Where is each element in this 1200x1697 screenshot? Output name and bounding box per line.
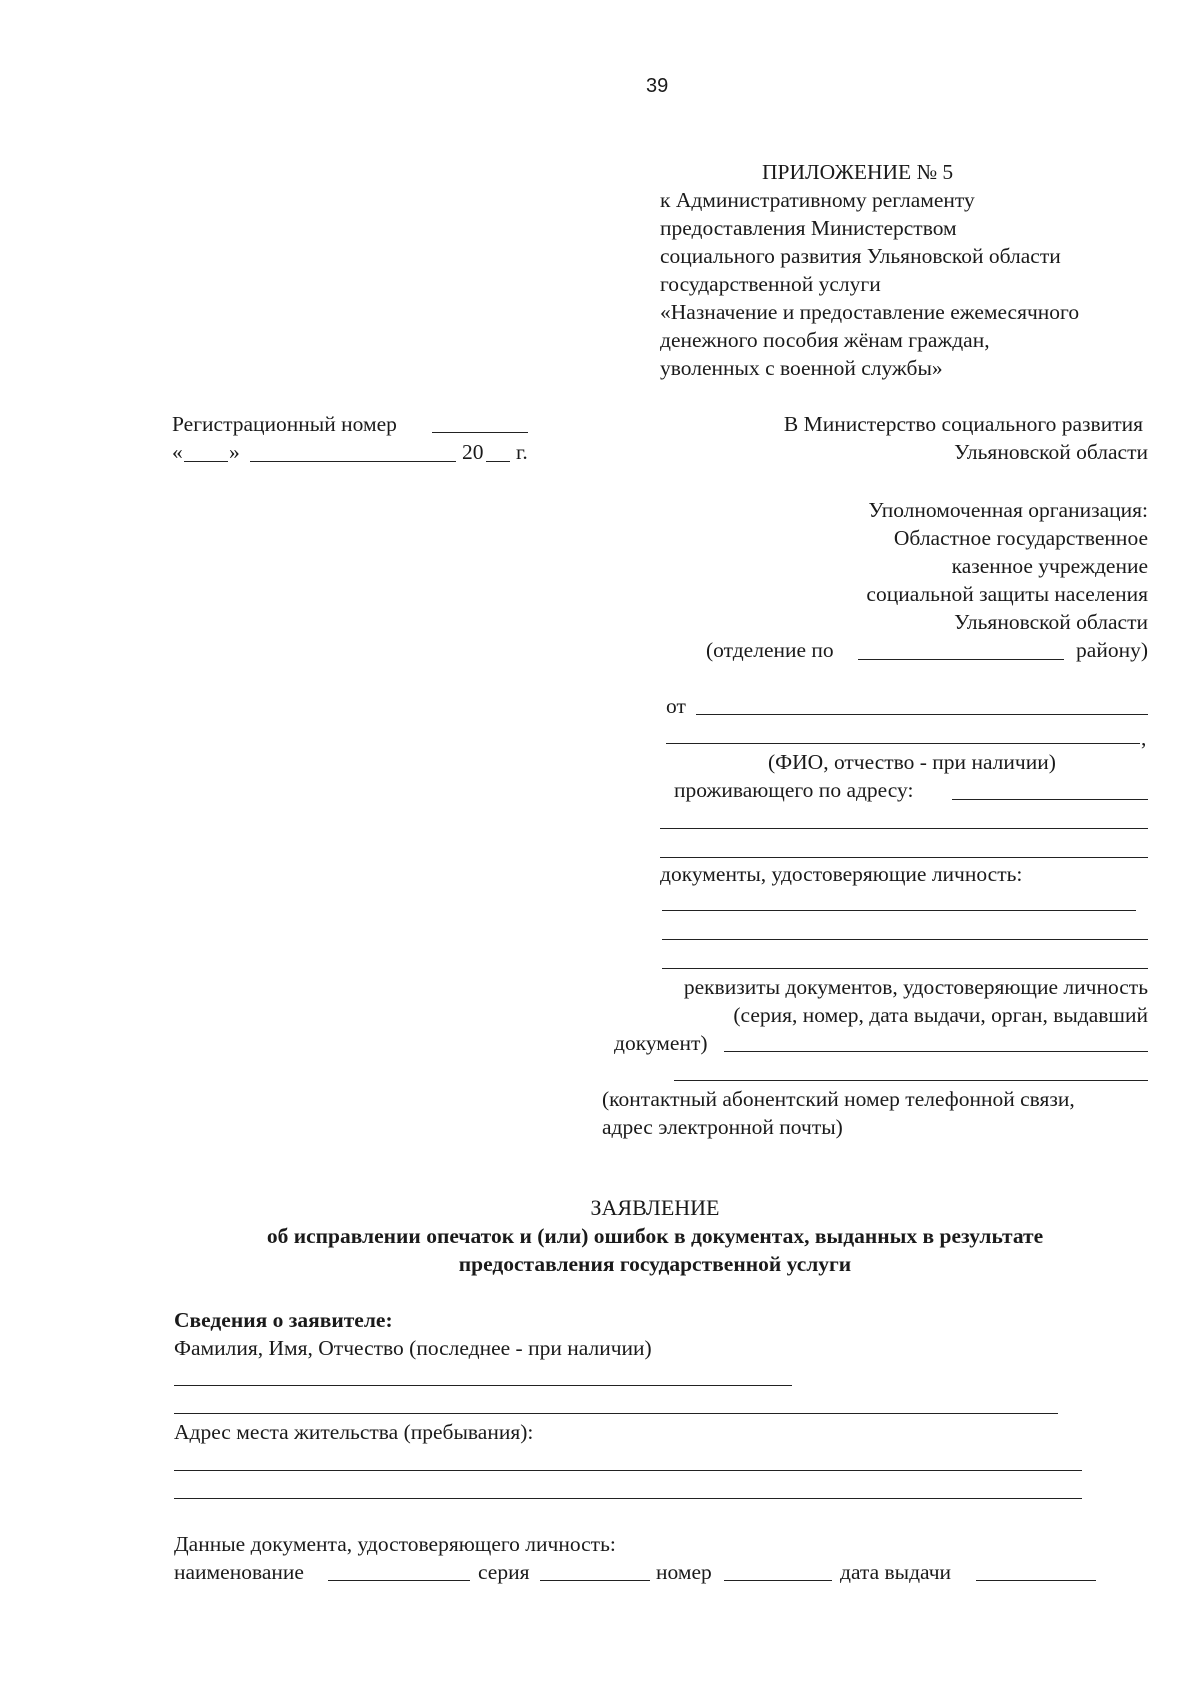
applicant-info-heading: Сведения о заявителе: bbox=[174, 1308, 393, 1332]
requisites-line: реквизиты документов, удостоверяющие личность bbox=[683, 975, 1148, 999]
from-field[interactable] bbox=[696, 714, 1148, 715]
residence-address-label: Адрес места жительства (пребывания): bbox=[174, 1420, 534, 1444]
appendix-line: денежного пособия жёнам граждан, bbox=[660, 328, 990, 352]
address-field-3[interactable] bbox=[660, 857, 1148, 858]
appendix-line: предоставления Министерством bbox=[660, 216, 957, 240]
doc-name-field[interactable] bbox=[328, 1580, 470, 1581]
fio-label: Фамилия, Имя, Отчество (последнее - при наличии) bbox=[174, 1336, 652, 1360]
year-suffix: г. bbox=[516, 440, 528, 464]
statement-title: ЗАЯВЛЕНИЕ bbox=[590, 1195, 720, 1220]
id-docs-field-3[interactable] bbox=[662, 968, 1148, 969]
addressee-line: Ульяновской области bbox=[954, 440, 1148, 464]
year-prefix: 20 bbox=[462, 440, 484, 464]
from-comma: , bbox=[1141, 726, 1147, 750]
department-prefix: (отделение по bbox=[706, 638, 834, 662]
statement-subtitle: предоставления государственной услуги bbox=[458, 1252, 852, 1276]
residence-address-field-2[interactable] bbox=[174, 1498, 1082, 1499]
department-field[interactable] bbox=[858, 659, 1064, 660]
from-field-2[interactable] bbox=[666, 743, 1140, 744]
appendix-line: уволенных с военной службы» bbox=[660, 356, 943, 380]
appendix-line: государственной услуги bbox=[660, 272, 881, 296]
requisites-line: документ) bbox=[614, 1031, 708, 1055]
page-number: 39 bbox=[646, 75, 669, 97]
residence-address-field[interactable] bbox=[174, 1470, 1082, 1471]
fio-field-2[interactable] bbox=[174, 1413, 1058, 1414]
org-line: Ульяновской области bbox=[954, 610, 1148, 634]
contact-hint: (контактный абонентский номер телефонной связи, bbox=[602, 1087, 1075, 1111]
contact-hint: адрес электронной почты) bbox=[602, 1115, 843, 1139]
requisites-field-2[interactable] bbox=[674, 1080, 1148, 1081]
appendix-title: ПРИЛОЖЕНИЕ № 5 bbox=[762, 160, 954, 184]
date-close-quote: » bbox=[229, 440, 240, 464]
doc-issue-date-field[interactable] bbox=[976, 1580, 1096, 1581]
doc-number-label: номер bbox=[656, 1560, 712, 1584]
registration-number-label: Регистрационный номер bbox=[172, 412, 397, 436]
org-line: Областное государственное bbox=[893, 526, 1148, 550]
appendix-line: «Назначение и предоставление ежемесячного bbox=[660, 300, 1080, 324]
doc-name-label: наименование bbox=[174, 1560, 304, 1584]
appendix-line: к Административному регламенту bbox=[660, 188, 975, 212]
fio-hint: (ФИО, отчество - при наличии) bbox=[768, 750, 1056, 774]
statement-subtitle: об исправлении опечаток и (или) ошибок в документах, выданных в результате bbox=[266, 1224, 1044, 1248]
date-open-quote: « bbox=[172, 440, 183, 464]
addressee-line: В Министерство социального развития bbox=[783, 412, 1143, 436]
address-field[interactable] bbox=[952, 799, 1148, 800]
org-line: Уполномоченная организация: bbox=[868, 498, 1148, 522]
id-docs-field[interactable] bbox=[662, 910, 1136, 911]
department-suffix: району) bbox=[1076, 638, 1148, 662]
doc-series-field[interactable] bbox=[540, 1580, 650, 1581]
date-year-field[interactable] bbox=[486, 461, 510, 462]
id-document-label: Данные документа, удостоверяющего личность: bbox=[174, 1532, 616, 1556]
appendix-line: социального развития Ульяновской области bbox=[660, 244, 1061, 268]
address-field-2[interactable] bbox=[660, 828, 1148, 829]
date-month-field[interactable] bbox=[250, 461, 456, 462]
org-line: социальной защиты населения bbox=[866, 582, 1148, 606]
requisites-field[interactable] bbox=[724, 1051, 1148, 1052]
fio-field[interactable] bbox=[174, 1385, 792, 1386]
id-docs-label: документы, удостоверяющие личность: bbox=[660, 862, 1023, 886]
address-label: проживающего по адресу: bbox=[674, 778, 914, 802]
doc-issue-date-label: дата выдачи bbox=[840, 1560, 952, 1584]
doc-number-field[interactable] bbox=[724, 1580, 832, 1581]
requisites-line: (серия, номер, дата выдачи, орган, выдавший bbox=[733, 1003, 1148, 1027]
org-line: казенное учреждение bbox=[951, 554, 1148, 578]
id-docs-field-2[interactable] bbox=[662, 939, 1148, 940]
registration-number-field[interactable] bbox=[432, 432, 528, 433]
doc-series-label: серия bbox=[478, 1560, 530, 1584]
from-label: от bbox=[666, 694, 686, 718]
date-day-field[interactable] bbox=[184, 461, 228, 462]
